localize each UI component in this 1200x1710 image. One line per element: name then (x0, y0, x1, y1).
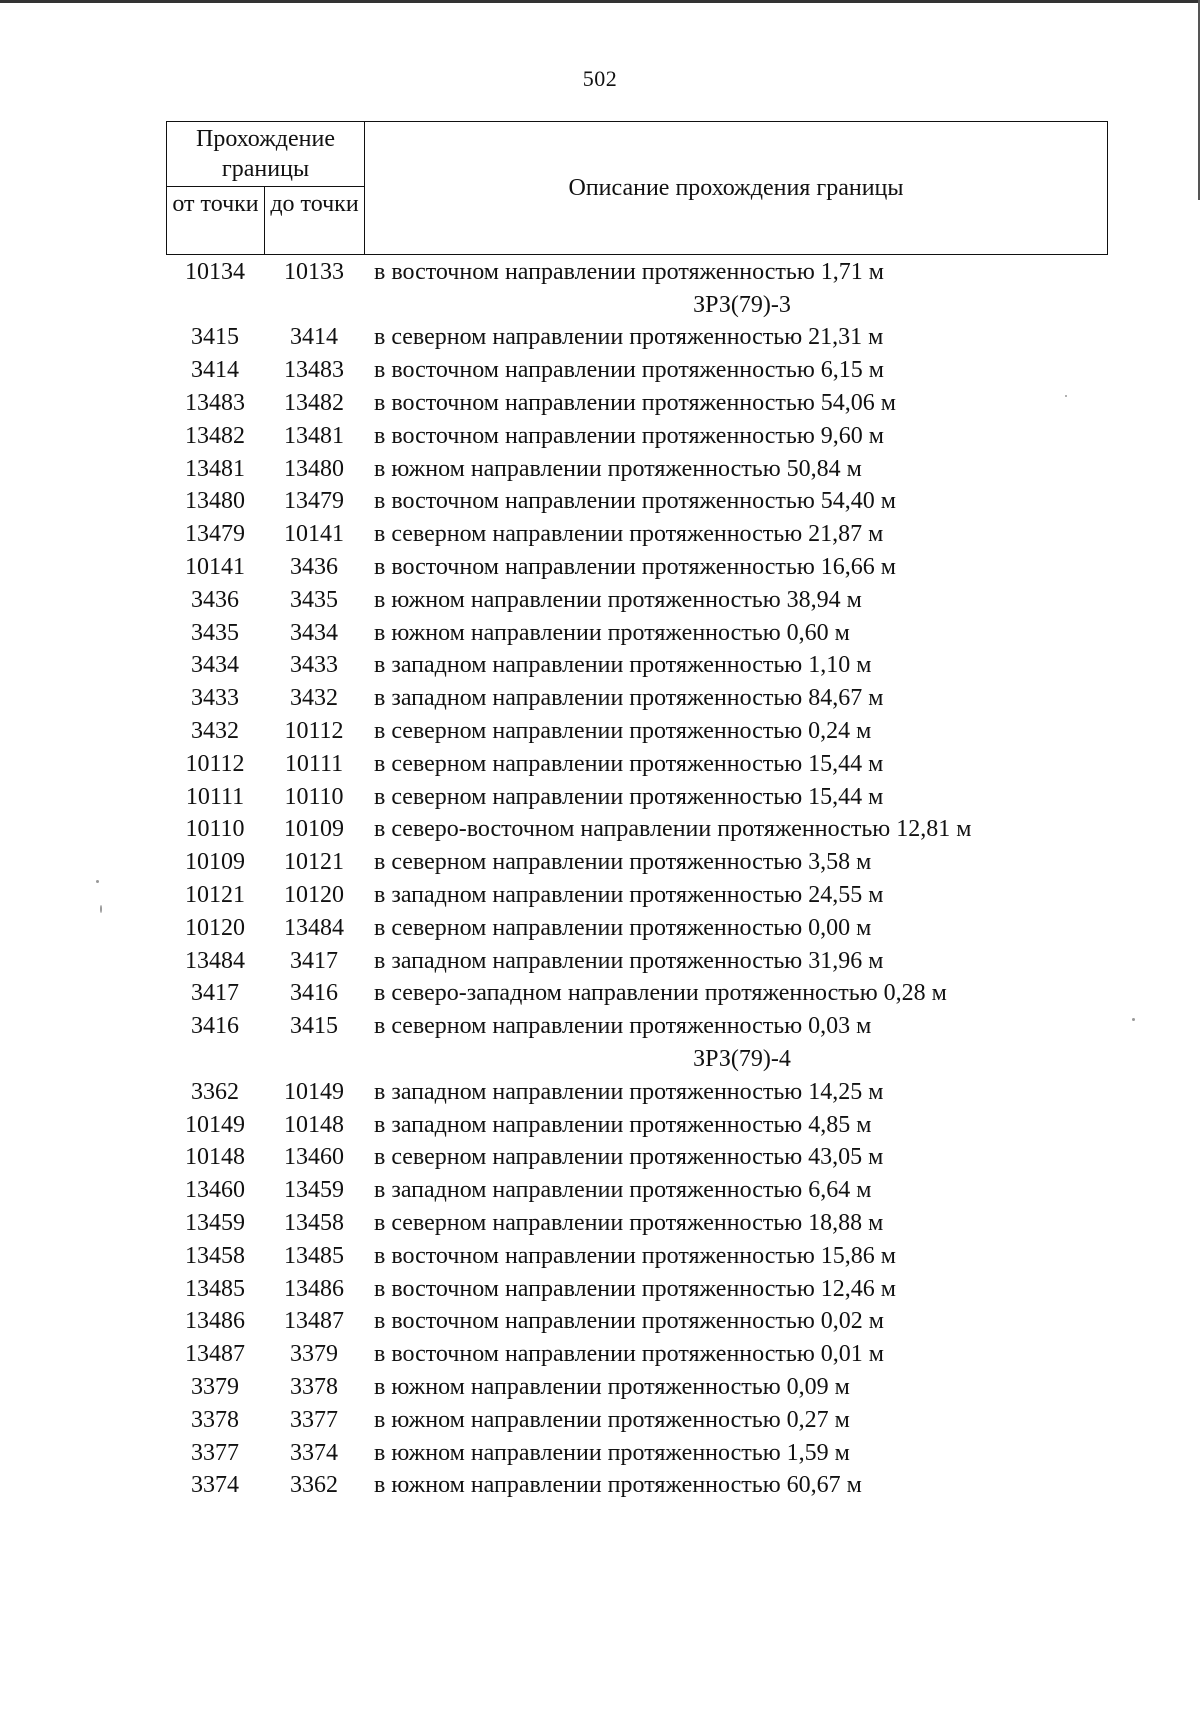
section-heading: ЗРЗ(79)-3 (693, 291, 791, 318)
to-point-cell: 3362 (290, 1472, 338, 1499)
table-row (166, 1010, 1126, 1043)
description-cell: в западном направлении протяженностью 31,96 м (374, 947, 884, 974)
description-cell: в южном направлении протяженностью 50,84 м (374, 455, 862, 482)
to-point-cell: 3432 (290, 685, 338, 712)
description-cell: в западном направлении протяженностью 14,25 м (374, 1078, 884, 1105)
from-point-cell: 3414 (191, 357, 239, 384)
table-row (166, 748, 1126, 781)
from-point-cell: 3432 (191, 718, 239, 745)
header-passage-group: Прохождение границы (167, 122, 365, 187)
description-cell: в южном направлении протяженностью 1,59 м (374, 1439, 850, 1466)
description-cell: в западном направлении протяженностью 84,67 м (374, 685, 884, 712)
table-row (166, 650, 1126, 683)
header-to-point: до точки (265, 187, 365, 254)
to-point-cell: 3435 (290, 586, 338, 613)
description-cell: в северном направлении протяженностью 0,24 м (374, 718, 872, 745)
description-cell: в южном направлении протяженностью 38,94 м (374, 586, 862, 613)
from-point-cell: 13460 (185, 1177, 245, 1204)
scan-edge-top (0, 0, 1200, 3)
from-point-cell: 10110 (185, 816, 245, 843)
description-cell: в восточном направлении протяженностью 0,02 м (374, 1308, 884, 1335)
from-point-cell: 3417 (191, 980, 239, 1007)
from-point-cell: 13480 (185, 488, 245, 515)
from-point-cell: 13458 (185, 1242, 245, 1269)
to-point-cell: 10148 (284, 1111, 344, 1138)
to-point-cell: 13458 (284, 1210, 344, 1236)
to-point-cell: 3434 (290, 619, 338, 646)
to-point-cell: 10111 (284, 750, 344, 777)
table-row (166, 978, 1126, 1011)
table-row (166, 518, 1126, 551)
description-cell: в северном направлении протяженностью 21,31 м (374, 324, 884, 351)
description-cell: в восточном направлении протяженностью 0,01 м (374, 1341, 884, 1368)
to-point-cell: 13482 (284, 390, 344, 417)
to-point-cell: 10112 (284, 718, 344, 745)
table-row (166, 846, 1126, 879)
table-row (166, 1174, 1126, 1207)
to-point-cell: 3378 (290, 1373, 338, 1400)
description-cell: в южном направлении протяженностью 60,67 м (374, 1472, 862, 1499)
from-point-cell: 3435 (191, 619, 239, 646)
description-cell: в восточном направлении протяженностью 15,86 м (374, 1242, 896, 1269)
header-description: Описание прохождения границы (568, 175, 904, 201)
table-row (166, 551, 1126, 584)
from-point-cell: 3416 (191, 1013, 239, 1040)
description-cell: в западном направлении протяженностью 6,64 м (374, 1177, 872, 1204)
table-row (166, 1076, 1126, 1109)
description-cell: в западном направлении протяженностью 4,85 м (374, 1111, 872, 1138)
to-point-cell: 3417 (290, 947, 338, 974)
to-point-cell: 10141 (284, 521, 344, 548)
from-point-cell: 13481 (185, 455, 245, 482)
description-cell: в восточном направлении протяженностью 12,46 м (374, 1275, 896, 1302)
to-point-cell: 10121 (284, 849, 344, 876)
to-point-cell: 13484 (284, 914, 344, 941)
to-point-cell: 3416 (290, 980, 338, 1007)
from-point-cell: 3379 (191, 1373, 239, 1400)
table-row (166, 1306, 1126, 1339)
description-cell: в западном направлении протяженностью 24,55 м (374, 882, 884, 909)
description-cell: в северном направлении протяженностью 15,44 м (374, 750, 884, 777)
table-row (166, 715, 1126, 748)
from-point-cell: 13459 (185, 1210, 245, 1236)
table-row (166, 387, 1126, 420)
scan-speck (100, 905, 102, 913)
description-cell: в восточном направлении протяженностью 9,60 м (374, 422, 884, 449)
to-point-cell: 13479 (284, 488, 344, 515)
from-point-cell: 3433 (191, 685, 239, 712)
description-cell: в северном направлении протяженностью 0,00 м (374, 914, 872, 941)
header-from-point: от точки (167, 187, 265, 254)
scan-speck (1132, 1018, 1135, 1021)
table-row (166, 1404, 1126, 1437)
table-row (166, 486, 1126, 519)
from-point-cell: 3436 (191, 586, 239, 613)
table-row (166, 453, 1126, 486)
from-point-cell: 10134 (185, 258, 245, 285)
table-row (166, 1109, 1126, 1142)
from-point-cell: 10109 (185, 849, 245, 876)
from-point-cell: 10148 (185, 1144, 245, 1171)
page-number: 502 (582, 66, 618, 91)
table-row (166, 1207, 1126, 1240)
table-row (166, 1142, 1126, 1175)
to-point-cell: 13459 (284, 1177, 344, 1204)
table-row (166, 617, 1126, 650)
from-point-cell: 13483 (185, 390, 245, 417)
table-row (166, 1469, 1126, 1502)
from-point-cell: 3377 (191, 1439, 239, 1466)
from-point-cell: 13486 (185, 1308, 245, 1335)
table-row (166, 322, 1126, 355)
from-point-cell: 10120 (185, 914, 245, 941)
table-row (166, 420, 1126, 453)
from-point-cell: 13484 (185, 947, 245, 974)
to-point-cell: 3377 (290, 1406, 338, 1433)
from-point-cell: 13487 (185, 1341, 245, 1368)
from-point-cell: 3362 (191, 1078, 239, 1105)
from-point-cell: 10141 (185, 554, 245, 581)
description-cell: в северном направлении протяженностью 15,44 м (374, 783, 884, 810)
to-point-cell: 10120 (284, 882, 344, 909)
scan-speck (1065, 395, 1067, 397)
table-row (166, 945, 1126, 978)
from-point-cell: 10149 (185, 1111, 245, 1138)
table-row (166, 682, 1126, 715)
from-point-cell: 3378 (191, 1406, 239, 1433)
to-point-cell: 13481 (284, 422, 344, 449)
section-heading: ЗРЗ(79)-4 (693, 1046, 791, 1073)
table-row (166, 912, 1126, 945)
description-cell: в южном направлении протяженностью 0,09 м (374, 1373, 850, 1400)
table-row (166, 1273, 1126, 1306)
to-point-cell: 10109 (284, 816, 344, 843)
scan-speck (96, 880, 99, 883)
from-point-cell: 10111 (185, 783, 245, 810)
to-point-cell: 13480 (284, 455, 344, 482)
to-point-cell: 3379 (290, 1341, 338, 1368)
description-cell: в северном направлении протяженностью 3,58 м (374, 849, 872, 876)
to-point-cell: 3414 (290, 324, 338, 351)
description-cell: в западном направлении протяженностью 1,10 м (374, 652, 872, 679)
table-row (166, 1437, 1126, 1470)
from-point-cell: 3415 (191, 324, 239, 351)
table-row (166, 879, 1126, 912)
from-point-cell: 13479 (185, 521, 245, 548)
description-cell: в восточном направлении протяженностью 54,40 м (374, 488, 896, 515)
from-point-cell: 13485 (185, 1275, 245, 1302)
boundary-table-body (166, 256, 1126, 1502)
description-cell: в восточном направлении протяженностью 1,71 м (374, 258, 884, 285)
description-cell: в северном направлении протяженностью 43,05 м (374, 1144, 884, 1171)
to-point-cell: 3415 (290, 1013, 338, 1040)
table-row (166, 814, 1126, 847)
to-point-cell: 10149 (284, 1078, 344, 1105)
description-cell: в северо-западном направлении протяженностью 0,28 м (374, 980, 947, 1007)
table-row (166, 1240, 1126, 1273)
to-point-cell: 3433 (290, 652, 338, 679)
table-row (166, 584, 1126, 617)
to-point-cell: 10110 (284, 783, 344, 810)
from-point-cell: 3374 (191, 1472, 239, 1499)
to-point-cell: 3374 (290, 1439, 338, 1466)
to-point-cell: 13483 (284, 357, 344, 384)
description-cell: в восточном направлении протяженностью 6,15 м (374, 357, 884, 384)
to-point-cell: 10133 (284, 258, 344, 285)
to-point-cell: 13486 (284, 1275, 344, 1302)
table-row (166, 1371, 1126, 1404)
description-cell: в южном направлении протяженностью 0,60 м (374, 619, 850, 646)
description-cell: в восточном направлении протяженностью 54,06 м (374, 390, 896, 417)
table-row (166, 354, 1126, 387)
description-cell: в северном направлении протяженностью 21,87 м (374, 521, 884, 548)
table-row (166, 256, 1126, 289)
description-cell: в северном направлении протяженностью 18,88 м (374, 1210, 884, 1236)
to-point-cell: 13460 (284, 1144, 344, 1171)
table-row (166, 781, 1126, 814)
to-point-cell: 3436 (290, 554, 338, 581)
table-row (166, 1338, 1126, 1371)
from-point-cell: 10121 (185, 882, 245, 909)
from-point-cell: 10112 (185, 750, 245, 777)
to-point-cell: 13487 (284, 1308, 344, 1335)
from-point-cell: 13482 (185, 422, 245, 449)
table-header (166, 121, 1108, 255)
description-cell: в южном направлении протяженностью 0,27 м (374, 1406, 850, 1433)
description-cell: в восточном направлении протяженностью 16,66 м (374, 554, 896, 581)
description-cell: в северо-восточном направлении протяженностью 12,81 м (374, 816, 972, 843)
description-cell: в северном направлении протяженностью 0,03 м (374, 1013, 872, 1040)
from-point-cell: 3434 (191, 652, 239, 679)
to-point-cell: 13485 (284, 1242, 344, 1269)
